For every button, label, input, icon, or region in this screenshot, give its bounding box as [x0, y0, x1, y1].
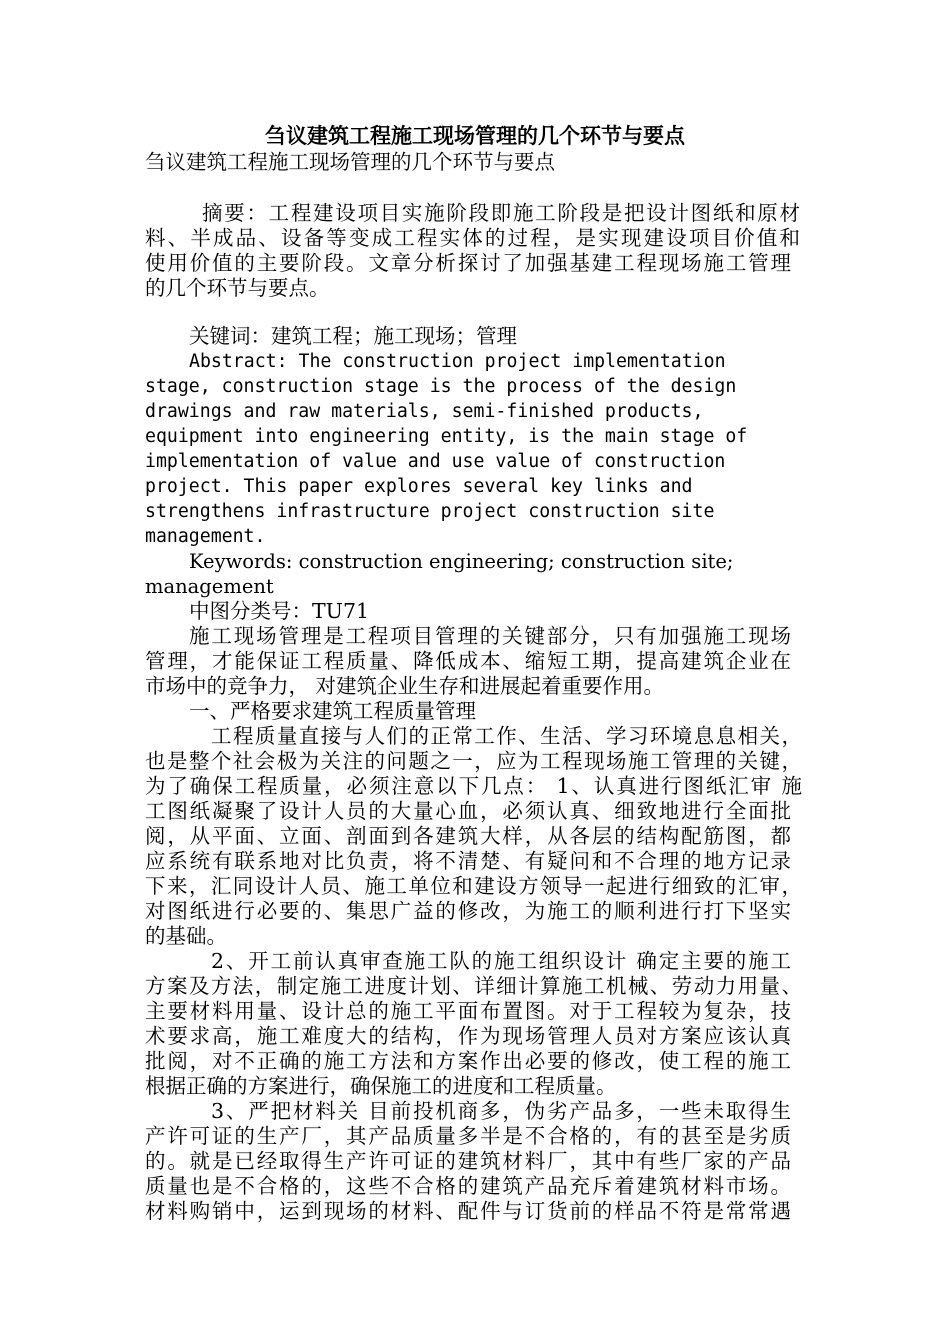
body-line: 阅，从平面、立面、剖面到各建筑大样，从各层的结构配筋图，都: [145, 824, 791, 848]
body-line: 下来，汇同设计人员、施工单位和建设方领导一起进行细致的汇审，: [145, 874, 802, 898]
body-line: 主要材料用量、设计总的施工平面布置图。对于工程较为复杂，技: [145, 999, 791, 1023]
body-line: 根据正确的方案进行，确保施工的进度和工程质量。: [145, 1074, 617, 1098]
body-line: 方案及方法，制定施工进度计划、详细计算施工机械、劳动力用量、: [145, 974, 802, 998]
intro-line: 管理，才能保证工程质量、降低成本、缩短工期，提高建筑企业在: [145, 649, 791, 673]
intro-line: 施工现场管理是工程项目管理的关键部分，只有加强施工现场: [189, 624, 791, 648]
body-line: 产许可证的生产厂，其产品质量多半是不合格的，有的甚至是劣质: [145, 1124, 791, 1148]
body-line: 为了确保工程质量，必须注意以下几点： 1、认真进行图纸汇审 施: [145, 774, 802, 798]
abstract-zh-line: 使用价值的主要阶段。文章分析探讨了加强基建工程现场施工管理: [145, 251, 791, 275]
body-line: 材料购销中，运到现场的材料、配件与订货前的样品不符是常常遇: [145, 1199, 791, 1223]
abstract-en-line: equipment into engineering entity, is the main stage of: [145, 426, 748, 447]
body-line: 2、开工前认真审查施工队的施工组织设计 确定主要的施工: [211, 949, 791, 973]
abstract-en-line: stage, construction stage is the process of the design: [145, 376, 737, 397]
body-line: 的。就是已经取得生产许可证的建筑材料厂，其中有些厂家的产品: [145, 1149, 791, 1173]
abstract-zh-line: 料、半成品、设备等变成工程实体的过程，是实现建设项目价值和: [145, 226, 800, 250]
abstract-zh-line: 的几个环节与要点。: [145, 276, 330, 300]
abstract-en-line: drawings and raw materials, semi-finished products,: [145, 401, 704, 422]
section-heading-1: 一、严格要求建筑工程质量管理: [189, 699, 476, 723]
body-line: 批阅，对不正确的施工方法和方案作出必要的修改，使工程的施工: [145, 1049, 791, 1073]
body-line: 工程质量直接与人们的正常工作、生活、学习环境息息相关，: [211, 724, 802, 748]
abstract-zh-line: 摘要：工程建设项目实施阶段即施工阶段是把设计图纸和原材: [202, 201, 800, 225]
keywords-en-line: management: [145, 575, 274, 598]
body-line: 3、严把材料关 目前投机商多，伪劣产品多，一些未取得生: [211, 1099, 791, 1123]
classification-number: 中图分类号：TU71: [189, 599, 370, 623]
abstract-en-line: implementation of value and use value of construction: [145, 451, 726, 472]
subtitle-line: 刍议建筑工程施工现场管理的几个环节与要点: [145, 150, 555, 174]
abstract-en-line: strengthens infrastructure project construction site: [145, 501, 715, 522]
abstract-en-line: project. This paper explores several key links and: [145, 476, 693, 497]
abstract-en-line: management.: [145, 526, 266, 547]
document-title: 刍议建筑工程施工现场管理的几个环节与要点: [265, 123, 685, 148]
abstract-en-line: Abstract: The construction project implementation: [189, 351, 726, 372]
body-line: 也是整个社会极为关注的问题之一，应为工程现场施工管理的关键，: [145, 749, 802, 773]
body-line: 的基础。: [145, 924, 227, 948]
body-line: 应系统有联系地对比负责，将不清楚、有疑问和不合理的地方记录: [145, 849, 791, 873]
keywords-en-line: Keywords: construction engineering; construction site;: [189, 550, 734, 573]
intro-line: 市场中的竞争力， 对建筑企业生存和进展起着重要作用。: [145, 674, 665, 698]
keywords-zh: 关键词：建筑工程；施工现场；管理: [189, 324, 517, 348]
body-line: 术要求高，施工难度大的结构，作为现场管理人员对方案应该认真: [145, 1024, 791, 1048]
body-line: 对图纸进行必要的、集思广益的修改，为施工的顺利进行打下坚实: [145, 899, 791, 923]
body-line: 质量也是不合格的，这些不合格的建筑产品充斥着建筑材料市场。: [145, 1174, 791, 1198]
body-line: 工图纸凝聚了设计人员的大量心血，必须认真、细致地进行全面批: [145, 799, 791, 823]
